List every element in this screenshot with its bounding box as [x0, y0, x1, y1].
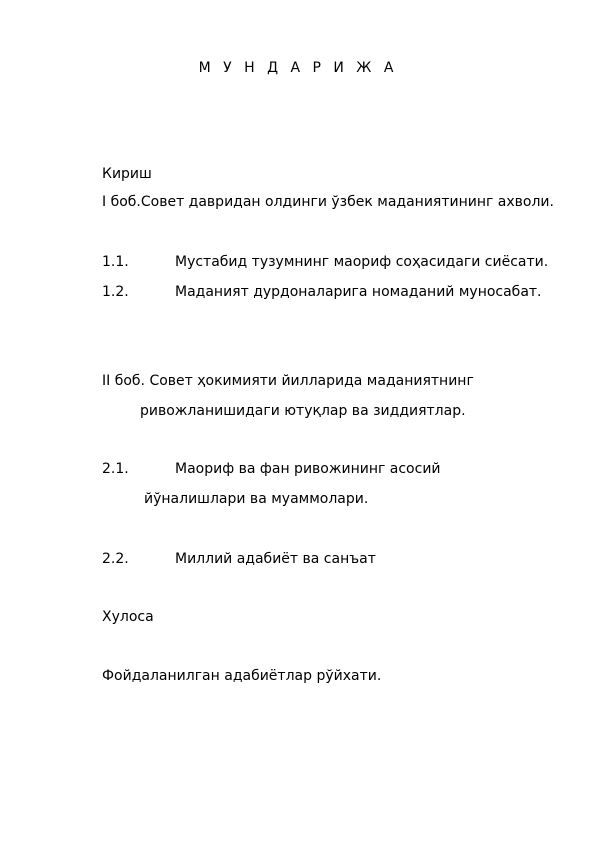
- section-title: Мустабид тузумнинг маориф соҳасидаги сиёсати.: [175, 254, 549, 270]
- section-number: 2.1.: [102, 461, 129, 477]
- toc-entry-references: Фойдаланилган адабиётлар рўйхати.: [102, 668, 382, 684]
- section-title: Маориф ва фан ривожининг асосий: [175, 461, 441, 477]
- section-number: 1.1.: [102, 254, 129, 270]
- section-title: Миллий адабиёт ва санъат: [175, 551, 376, 567]
- section-title: Маданият дурдоналарига номаданий муносабат.: [175, 284, 542, 300]
- section-number: 2.2.: [102, 551, 129, 567]
- toc-entry-chapter-2-cont: ривожланишидаги ютуқлар ва зиддиятлар.: [140, 403, 466, 419]
- toc-entry-conclusion: Хулоса: [102, 609, 154, 625]
- section-title-cont: йўналишлари ва муаммолари.: [144, 491, 369, 507]
- toc-entry-chapter-2: II боб. Совет ҳокимияти йилларида маданиятнинг: [102, 373, 474, 389]
- toc-entry-intro: Кириш: [102, 166, 152, 182]
- toc-entry-chapter-1: I боб.Совет давридан олдинги ўзбек маданиятининг ахволи.: [102, 194, 554, 210]
- page-title: М У Н Д А Р И Ж А: [198, 60, 398, 76]
- section-number: 1.2.: [102, 284, 129, 300]
